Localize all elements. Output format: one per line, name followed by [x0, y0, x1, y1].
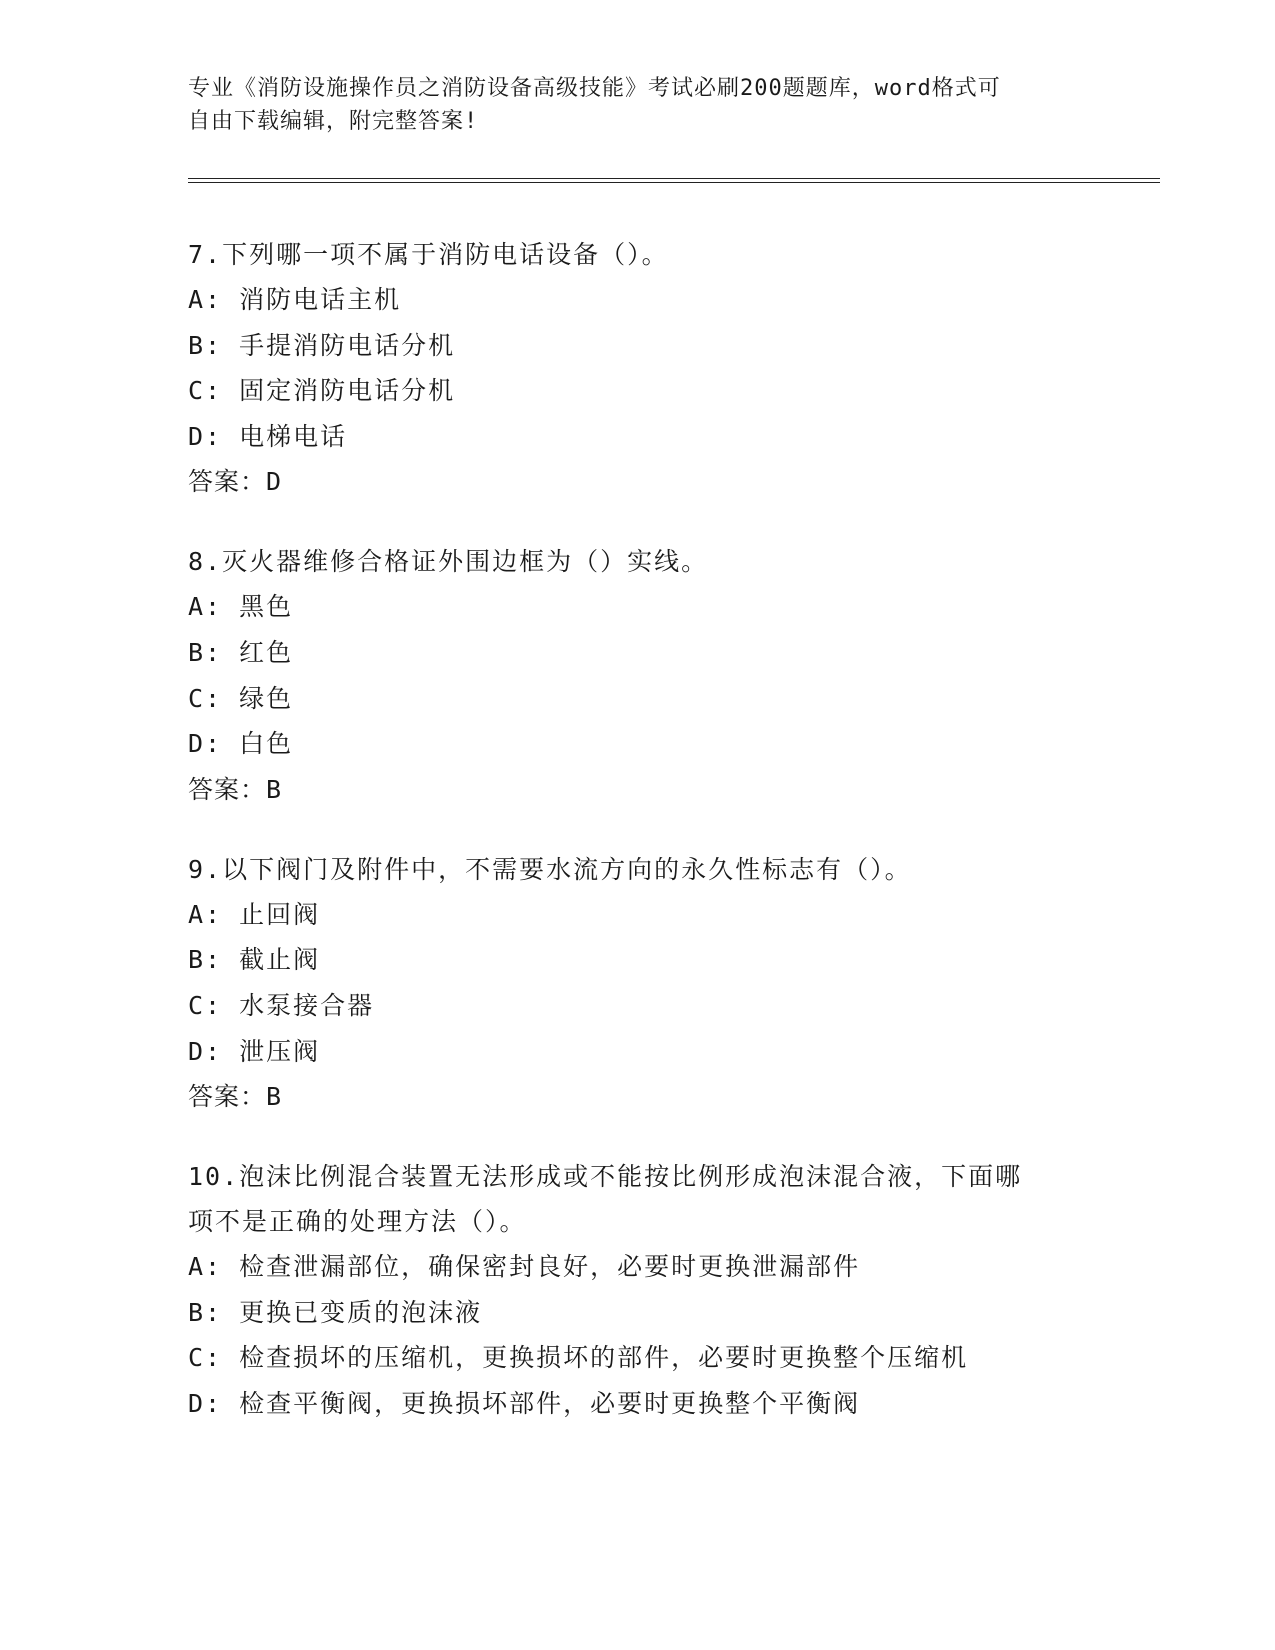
answer-line: 答案：B [188, 1082, 283, 1112]
question-list [188, 232, 1088, 1462]
answer-line: 答案：B [188, 774, 283, 804]
option-d: D: 检查平衡阀，更换损坏部件，必要时更换整个平衡阀 [188, 1388, 861, 1418]
question-stem: 8.灭火器维修合格证外围边框为（）实线。 [188, 547, 709, 577]
question-stem: 7.下列哪一项不属于消防电话设备（）。 [188, 240, 669, 269]
question-8 [188, 539, 1088, 811]
option-c: C: 固定消防电话分机 [188, 376, 456, 406]
question-stem-line-2: 项不是正确的处理方法（）。 [188, 1207, 527, 1237]
document-header [188, 72, 1068, 138]
option-b: B: 更换已变质的泡沫液 [188, 1297, 483, 1327]
question-7 [188, 232, 1088, 504]
option-a: A: 消防电话主机 [188, 285, 402, 314]
option-c: C: 水泵接合器 [188, 990, 375, 1020]
question-stem-line-1: 10.泡沫比例混合装置无法形成或不能按比例形成泡沫混合液，下面哪 [188, 1162, 1023, 1192]
header-divider-top [188, 178, 1160, 179]
question-10 [188, 1154, 1088, 1426]
option-d: D: 白色 [188, 729, 294, 759]
option-c: C: 绿色 [188, 683, 294, 713]
header-line-2: 自由下载编辑，附完整答案! [188, 109, 479, 134]
option-b: B: 红色 [188, 637, 294, 667]
option-b: B: 截止阀 [188, 945, 321, 975]
question-9 [188, 847, 1088, 1119]
option-a: A: 黑色 [188, 592, 294, 622]
option-b: B: 手提消防电话分机 [188, 330, 456, 360]
header-divider-bottom [188, 182, 1160, 183]
header-line-1: 专业《消防设施操作员之消防设备高级技能》考试必刷200题题库，word格式可 [188, 76, 1001, 101]
option-c: C: 检查损坏的压缩机，更换损坏的部件，必要时更换整个压缩机 [188, 1343, 969, 1373]
option-d: D: 电梯电话 [188, 421, 348, 451]
option-a: A: 检查泄漏部位，确保密封良好，必要时更换泄漏部件 [188, 1252, 861, 1282]
question-stem: 9.以下阀门及附件中，不需要水流方向的永久性标志有（）。 [188, 854, 912, 884]
answer-line: 答案：D [188, 467, 283, 497]
option-d: D: 泄压阀 [188, 1036, 321, 1066]
option-a: A: 止回阀 [188, 899, 321, 929]
